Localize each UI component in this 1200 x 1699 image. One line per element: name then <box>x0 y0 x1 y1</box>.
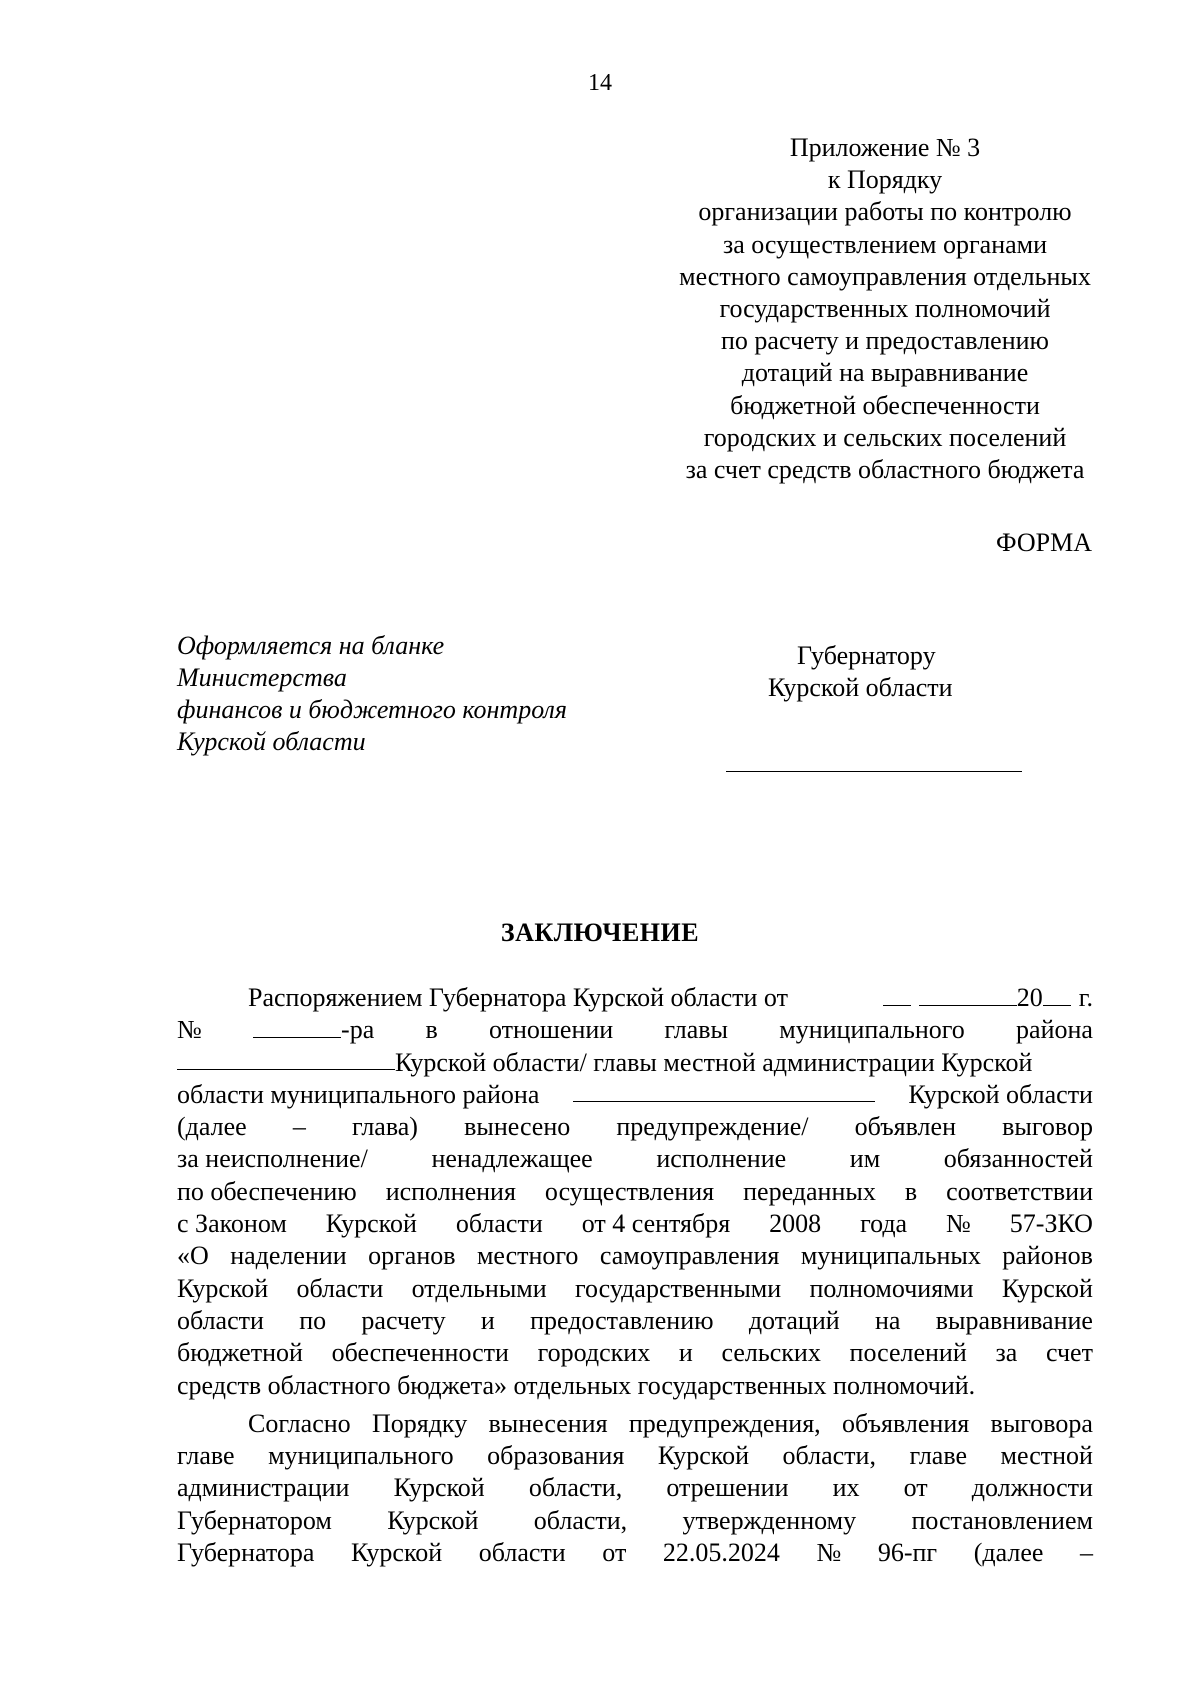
text-span: утвержденному <box>682 1505 857 1535</box>
text-span: отношении <box>488 1015 614 1045</box>
body-line <box>177 1111 1093 1143</box>
text-span: Курской <box>325 1209 417 1239</box>
text-span: от <box>903 1473 928 1503</box>
text-span: года <box>860 1209 908 1239</box>
text-span: области муниципального района <box>177 1079 540 1109</box>
text-span: местного <box>476 1241 579 1271</box>
body-line <box>177 1047 1093 1079</box>
text-span: Курской <box>657 1441 749 1471</box>
text-span: района <box>1016 1015 1093 1045</box>
text-span: выговора <box>990 1408 1093 1438</box>
addressee-title: Губернатору <box>797 641 936 670</box>
body-line <box>177 1537 1093 1569</box>
text-span: в <box>904 1176 918 1206</box>
text-span: Согласно <box>248 1408 351 1438</box>
appendix-line: государственных полномочий <box>719 294 1051 324</box>
date-fill <box>883 982 1093 1014</box>
text-span: -ра <box>341 1015 375 1045</box>
text-span: органов <box>368 1241 456 1271</box>
text-span: ненадлежащее <box>431 1144 593 1174</box>
appendix-line: Приложение № 3 <box>789 133 981 162</box>
text-span: № <box>946 1209 971 1239</box>
text-span: сельских <box>721 1338 821 1368</box>
text-span: (далее <box>973 1538 1044 1568</box>
year-blank[interactable] <box>1043 983 1071 1006</box>
text-span: главе <box>177 1441 235 1471</box>
text-span: за неисполнение/ <box>177 1144 368 1174</box>
text-span: главы <box>664 1015 729 1045</box>
text-span: «О <box>177 1241 209 1271</box>
text-span: местной <box>1000 1441 1093 1471</box>
text-span: Распоряжением Губернатора Курской области от <box>248 983 788 1012</box>
text-span: муниципального <box>779 1015 965 1045</box>
year-suffix: г. <box>1078 983 1093 1012</box>
text-span: администрации <box>177 1473 350 1503</box>
text-span: им <box>849 1144 881 1174</box>
appendix-line: за счет средств областного бюджета <box>685 455 1085 485</box>
text-span: Губернатора <box>177 1538 315 1568</box>
text-span: предупреждение/ <box>616 1112 809 1142</box>
text-span: бюджетной <box>177 1338 303 1368</box>
text-span: Курской <box>1001 1273 1093 1303</box>
body-line <box>177 1176 1093 1208</box>
body-line <box>177 1273 1093 1305</box>
text-span: и <box>678 1338 693 1368</box>
text-span: от 4 сентября <box>581 1209 731 1239</box>
body-line <box>177 1472 1093 1504</box>
text-span: счет <box>1045 1338 1093 1368</box>
text-span: обязанностей <box>943 1144 1093 1174</box>
appendix-line: к Порядку <box>827 165 943 195</box>
text-span: от <box>602 1538 627 1568</box>
document-title: ЗАКЛЮЧЕНИЕ <box>500 918 700 947</box>
text-span: (далее <box>177 1112 247 1142</box>
body-line <box>177 1143 1093 1175</box>
order-number-fill <box>253 1014 374 1046</box>
text-span: области <box>478 1538 566 1568</box>
text-span: области, <box>782 1441 876 1471</box>
text-span: исполнения <box>385 1176 516 1206</box>
letterhead-note-line: Министерства <box>177 663 347 692</box>
appendix-header <box>650 132 1120 486</box>
text-span: 57-ЗКО <box>1009 1209 1093 1239</box>
text-span: осуществления <box>544 1176 715 1206</box>
number-sign: № <box>177 1015 202 1045</box>
appendix-line: бюджетной обеспеченности <box>730 390 1040 420</box>
text-span: образования <box>487 1441 625 1471</box>
text-span: с Законом <box>177 1209 287 1239</box>
body-line <box>177 1337 1093 1369</box>
body-line <box>177 1240 1093 1272</box>
text-span: наделении <box>230 1241 347 1271</box>
text-span: должности <box>971 1473 1093 1503</box>
text-span: расчету <box>361 1305 446 1335</box>
text-span: в <box>425 1015 438 1045</box>
text-span: 96-пг <box>877 1538 938 1568</box>
district-name-blank[interactable] <box>177 1047 395 1070</box>
text-span: области <box>177 1305 264 1335</box>
form-label: ФОРМА <box>996 528 1092 557</box>
body-line <box>177 1370 1093 1402</box>
appendix-line: городских и сельских поселений <box>703 422 1067 452</box>
text-span: объявления <box>842 1408 970 1438</box>
letterhead-note-line: Курской области <box>177 727 366 756</box>
text-span: области <box>296 1273 384 1303</box>
municipal-district-blank[interactable] <box>573 1079 875 1102</box>
text-span: поселений <box>849 1338 967 1368</box>
body-line <box>177 1014 1093 1046</box>
text-span: области <box>455 1209 543 1239</box>
text-span: их <box>832 1473 860 1503</box>
text-span: исполнение <box>656 1144 787 1174</box>
text-span: по <box>299 1305 327 1335</box>
text-span: глава) <box>351 1112 418 1142</box>
text-span: переданных <box>743 1176 876 1206</box>
text-span: отдельными <box>411 1273 547 1303</box>
text-span: 22.05.2024 <box>662 1538 780 1568</box>
text-span: Курской области/ главы местной администрации Курской <box>395 1047 1033 1077</box>
day-blank[interactable] <box>883 983 911 1006</box>
text-span: полномочиями <box>809 1273 974 1303</box>
text-span: вынесено <box>464 1112 571 1142</box>
text-span: – <box>1079 1538 1093 1568</box>
body-line <box>177 982 1093 1014</box>
text-span: Губернатором <box>177 1505 332 1535</box>
text-span: отрешении <box>666 1473 789 1503</box>
text-span: обеспеченности <box>331 1338 509 1368</box>
body-line <box>177 1440 1093 1472</box>
text-span: Курской <box>177 1273 269 1303</box>
document-body <box>177 982 1093 1569</box>
addressee-name-blank[interactable] <box>726 771 1022 772</box>
text-span: городских <box>537 1338 651 1368</box>
text-span: соответствии <box>946 1176 1093 1206</box>
body-line <box>177 1079 1093 1111</box>
appendix-line: дотаций на выравнивание <box>741 358 1029 388</box>
text-span: за <box>995 1338 1018 1368</box>
text-span: предупреждения, <box>628 1408 821 1438</box>
text-span: области, <box>533 1505 628 1535</box>
text-span: Курской <box>387 1505 479 1535</box>
appendix-line: за осуществлением органами <box>722 229 1048 259</box>
letterhead-note <box>177 630 567 758</box>
text-span: дотаций <box>748 1305 840 1335</box>
text-span: главе <box>909 1441 968 1471</box>
text-span: выравнивание <box>935 1305 1093 1335</box>
addressee-block <box>705 640 1065 704</box>
text-span: муниципальных <box>800 1241 981 1271</box>
addressee-region: Курской области <box>768 673 953 702</box>
text-span: – <box>292 1112 306 1142</box>
page-number: 14 <box>588 70 612 96</box>
text-span: государственными <box>574 1273 782 1303</box>
letterhead-note-line: финансов и бюджетного контроля <box>177 695 567 724</box>
text-span: постановлением <box>911 1505 1093 1535</box>
text-span: по обеспечению <box>177 1176 357 1206</box>
text-span: вынесения <box>488 1408 608 1438</box>
year-prefix: 20 <box>1016 983 1043 1012</box>
letterhead-note-line: Оформляется на бланке <box>177 631 445 660</box>
text-span: и <box>480 1305 495 1335</box>
text-span: № <box>816 1538 842 1568</box>
body-line <box>177 1208 1093 1240</box>
text-span: выговор <box>1002 1112 1093 1142</box>
text-span: области, <box>528 1473 623 1503</box>
text-span: на <box>874 1305 901 1335</box>
text-span: Курской области <box>908 1079 1093 1109</box>
text-span: средств областного бюджета» отдельных государственных полномочий. <box>177 1370 976 1400</box>
month-blank[interactable] <box>919 983 1017 1006</box>
text-span: предоставлению <box>530 1305 714 1335</box>
text-span: самоуправления <box>599 1241 780 1271</box>
body-line <box>177 1305 1093 1337</box>
body-line <box>177 1408 1093 1440</box>
order-number-blank[interactable] <box>253 1015 341 1038</box>
text-span: объявлен <box>854 1112 956 1142</box>
appendix-line: организации работы по контролю <box>698 197 1072 227</box>
body-line <box>177 1505 1093 1537</box>
appendix-line: по расчету и предоставлению <box>721 326 1049 356</box>
text-span: Порядку <box>371 1408 468 1438</box>
text-span: Курской <box>351 1538 443 1568</box>
text-span: районов <box>1002 1241 1093 1271</box>
text-span: муниципального <box>268 1441 454 1471</box>
appendix-line: местного самоуправления отдельных <box>679 261 1091 291</box>
text-span: Курской <box>393 1473 485 1503</box>
text-span: 2008 <box>769 1209 822 1239</box>
